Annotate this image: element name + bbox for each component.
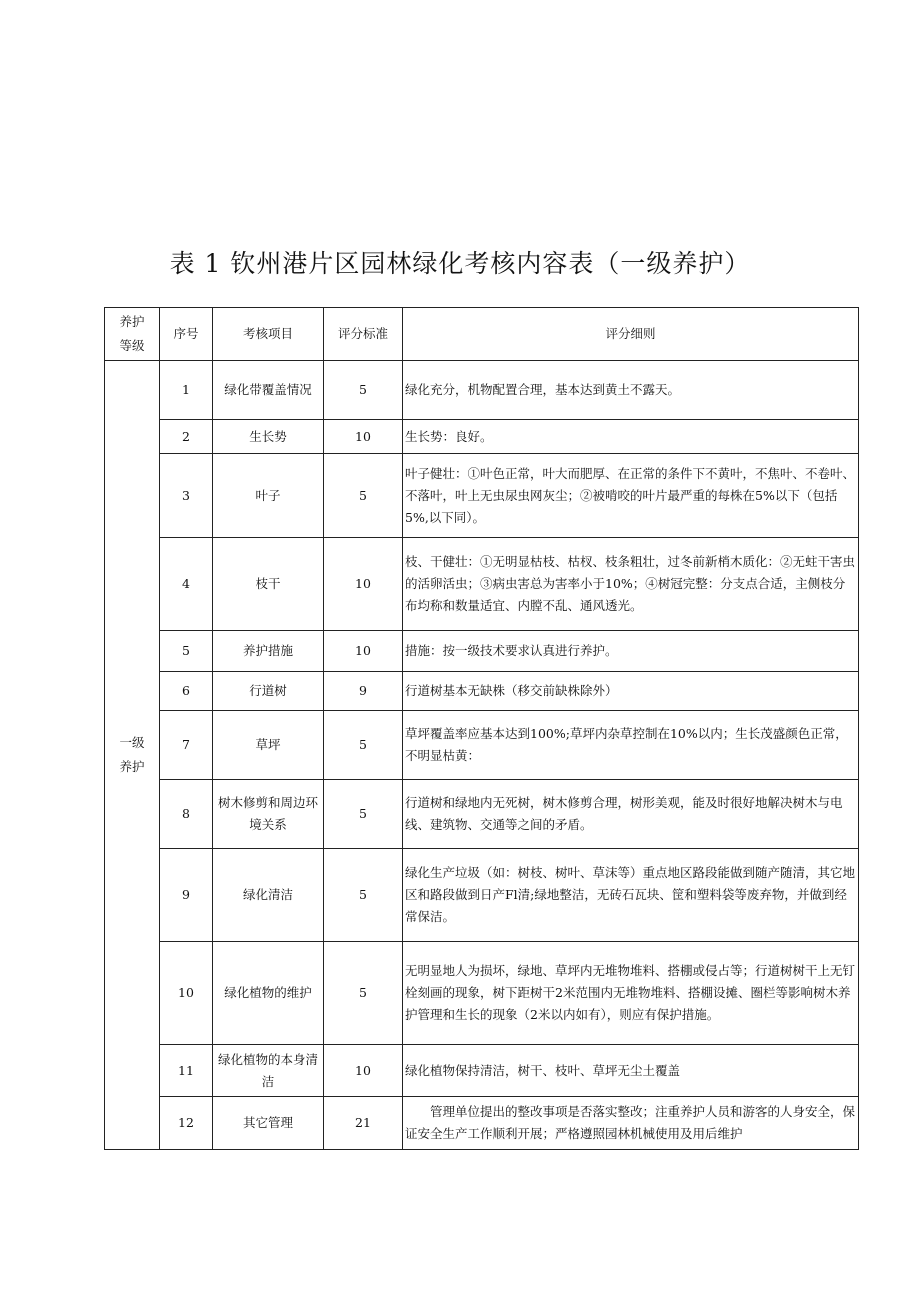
row-no: 3 [160,454,213,538]
page-title: 表 1 钦州港片区园林绿化考核内容表（一级养护） [169,249,751,278]
table-row [105,1097,859,1150]
row-score: 5 [324,454,403,538]
row-no: 12 [160,1097,213,1150]
row-detail: 枝、干健壮：①无明显枯枝、枯杈、枝条粗壮，过冬前新梢木质化：②无蛀干害虫的活卵活虫；③病虫害总为害率小于10%；④树冠完整：分支点合适，主侧枝分布均称和数量适宜、内膛不乱、通风透光。 [403,538,859,631]
table-row [105,780,859,849]
row-item: 养护措施 [213,631,324,672]
grade-cell: 一级养护 [105,361,160,1150]
row-item: 树木修剪和周边环境关系 [213,780,324,849]
row-score: 5 [324,942,403,1045]
row-detail: 叶子健壮：①叶色正常，叶大而肥厚、在正常的条件下不黄叶，不焦叶、不卷叶、不落叶，叶上无虫尿虫网灰尘；②被啃咬的叶片最严重的每株在5%以下（包括5%,以下同）。 [403,454,859,538]
row-item: 生长势 [213,420,324,454]
row-item: 其它管理 [213,1097,324,1150]
row-no: 4 [160,538,213,631]
row-score: 5 [324,849,403,942]
row-detail: 生长势：良好。 [403,420,859,454]
row-no: 5 [160,631,213,672]
row-item: 行道树 [213,672,324,711]
row-no: 2 [160,420,213,454]
row-detail: 措施：按一级技术要求认真进行养护。 [403,631,859,672]
row-detail: 绿化生产垃圾（如：树枝、树叶、草沫等）重点地区路段能做到随产随清，其它地区和路段做到日产Fl清;绿地整洁，无砖石瓦块、筐和塑料袋等废弃物，并做到经常保洁。 [403,849,859,942]
table-row [105,454,859,538]
row-item: 枝干 [213,538,324,631]
row-score: 10 [324,631,403,672]
table-row [105,1045,859,1097]
row-item: 绿化带覆盖情况 [213,361,324,420]
row-score: 5 [324,780,403,849]
header-detail: 评分细则 [403,308,859,361]
row-detail: 无明显地人为损坏，绿地、草坪内无堆物堆料、搭棚或侵占等；行道树树干上无钉栓刻画的现象，树下距树干2米范围内无堆物堆料、搭棚设摊、圈栏等影响树木养护管理和生长的现象（2米以内如有），则应有保护措施。 [403,942,859,1045]
row-score: 10 [324,420,403,454]
row-no: 1 [160,361,213,420]
table-row [105,711,859,780]
row-no: 7 [160,711,213,780]
row-detail: 行道树基本无缺株（移交前缺株除外） [403,672,859,711]
assessment-table [104,307,859,1150]
row-detail: 管理单位提出的整改事项是否落实整改；注重养护人员和游客的人身安全，保证安全生产工作顺利开展；严格遵照园林机械使用及用后维护 [403,1097,859,1150]
row-detail: 行道树和绿地内无死树，树木修剪合理，树形美观，能及时很好地解决树木与电线、建筑物、交通等之间的矛盾。 [403,780,859,849]
row-score: 10 [324,538,403,631]
table-row [105,420,859,454]
row-no: 8 [160,780,213,849]
table-row [105,538,859,631]
row-score: 5 [324,711,403,780]
row-item: 叶子 [213,454,324,538]
row-item: 绿化植物的维护 [213,942,324,1045]
header-standard: 评分标准 [324,308,403,361]
header-grade: 养护等级 [105,308,160,361]
row-score: 5 [324,361,403,420]
table-header-row [105,308,859,361]
row-score: 9 [324,672,403,711]
table-row [105,631,859,672]
row-detail: 草坪覆盖率应基本达到100%;草坪内杂草控制在10%以内；生长茂盛颜色正常，不明显枯黄： [403,711,859,780]
row-no: 9 [160,849,213,942]
table-row [105,361,859,420]
table-row [105,942,859,1045]
table-row [105,849,859,942]
row-item: 绿化植物的本身清洁 [213,1045,324,1097]
row-no: 11 [160,1045,213,1097]
row-score: 21 [324,1097,403,1150]
table-row [105,672,859,711]
row-no: 10 [160,942,213,1045]
row-item: 草坪 [213,711,324,780]
row-detail: 绿化植物保持清洁，树干、枝叶、草坪无尘土覆盖 [403,1045,859,1097]
row-item: 绿化清洁 [213,849,324,942]
header-index: 序号 [160,308,213,361]
row-score: 10 [324,1045,403,1097]
row-detail: 绿化充分，机物配置合理，基本达到黄土不露天。 [403,361,859,420]
header-item: 考核项目 [213,308,324,361]
row-no: 6 [160,672,213,711]
